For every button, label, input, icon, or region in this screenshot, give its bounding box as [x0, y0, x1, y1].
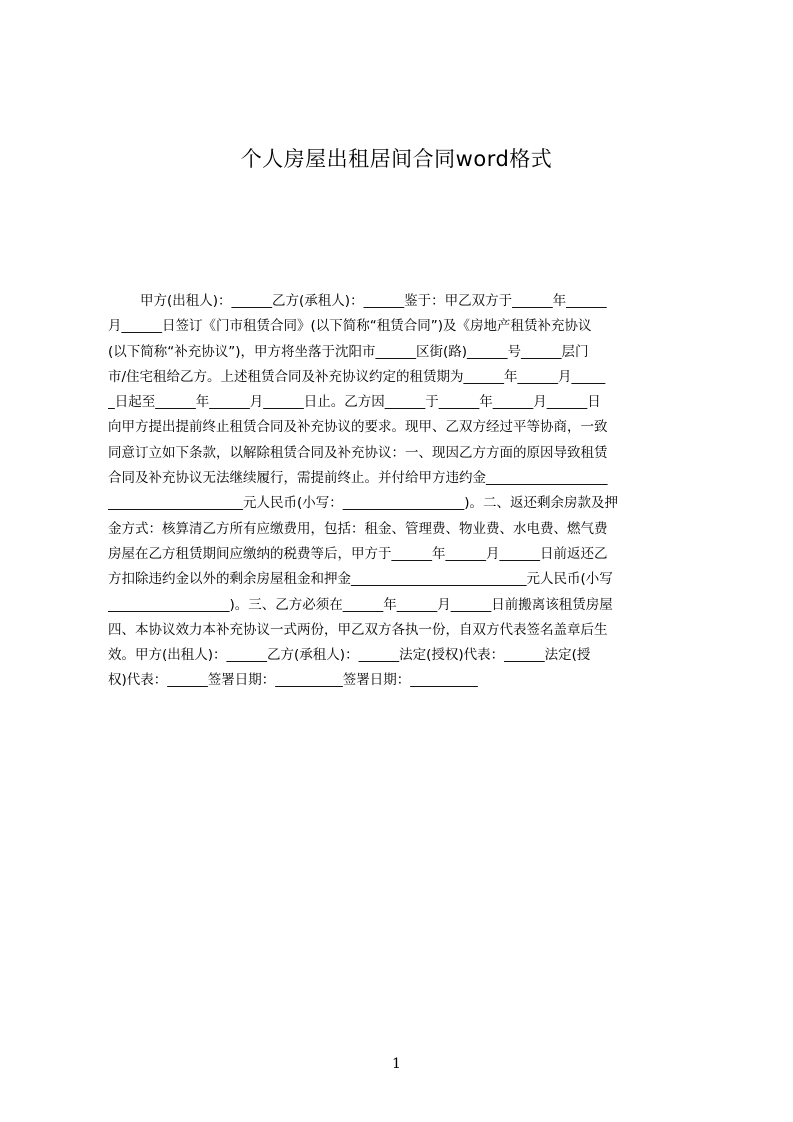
body-line: 效。甲方(出租人)：______乙方(承租人)：______法定(授权)代表：______法定(授	[108, 647, 591, 664]
page-number: 1	[392, 1056, 401, 1072]
body-line: ____________________元人民币(小写：__________________)。二、返还剩余房款及押	[108, 495, 619, 512]
body-line: _日起至______年______月______日止。乙方因______于______年______月______日	[108, 394, 601, 411]
document-body	[108, 289, 700, 694]
document-title: 个人房屋出租居间合同word格式	[240, 147, 553, 171]
body-line: 金方式：核算清乙方所有应缴费用，包括：租金、管理费、物业费、水电费、燃气费	[108, 520, 608, 537]
body-line: 市/住宅租给乙方。上述租赁合同及补充协议约定的租赁期为______年______月_____	[108, 368, 606, 385]
body-line: 房屋在乙方租赁期间应缴纳的税费等后，甲方于______年______月______日前返还乙	[108, 545, 608, 562]
body-line: 权)代表：______签署日期：__________签署日期：__________	[108, 672, 478, 689]
body-line: 甲方(出租人)：______乙方(承租人)：______鉴于：甲乙双方于______年______	[140, 293, 607, 309]
body-line: 方扣除违约金以外的剩余房屋租金和押金__________________________元人民币(小写	[108, 571, 613, 588]
body-line: 合同及补充协议无法继续履行，需提前终止。并付给甲方违约金__________________	[108, 470, 608, 487]
body-line: 向甲方提出提前终止租赁合同及补充协议的要求。现甲、乙双方经过平等协商，一致	[108, 419, 608, 436]
body-line: 月______日签订《门市租赁合同》(以下简称“租赁合同”)及《房地产租赁补充协议	[108, 318, 592, 335]
body-line: (以下简称“补充协议”)，甲方将坐落于沈阳市______区街(路)______号______层门	[108, 343, 589, 360]
body-line: 四、本协议效力本补充协议一式两份，甲乙双方各执一份，自双方代表签名盖章后生	[108, 621, 608, 638]
body-line: 同意订立如下条款，以解除租赁合同及补充协议：一、现因乙方方面的原因导致租赁	[108, 444, 608, 461]
body-line: __________________)。三、乙方必须在______年______月______日前搬离该租赁房屋	[108, 596, 613, 613]
